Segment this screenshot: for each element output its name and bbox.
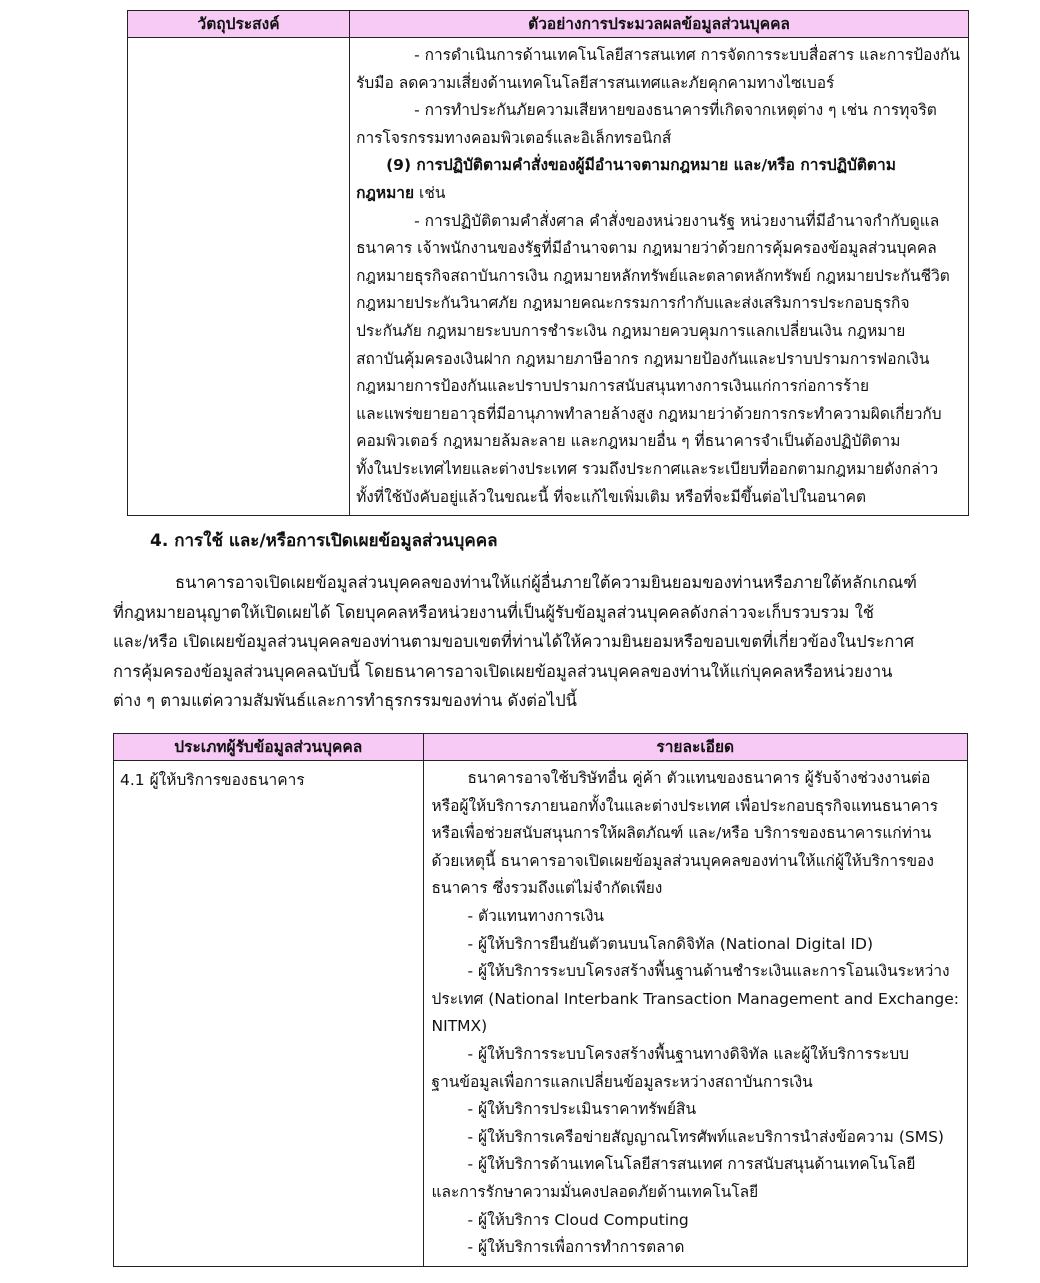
text-line-content: ฐานข้อมูลเพื่อการแลกเปลี่ยนข้อมูลระหว่างสถาบันการเงิน	[431, 1072, 813, 1091]
text-line-content: ธนาคาร เจ้าพนักงานของรัฐที่มีอำนาจตาม กฎหมายว่าด้วยการคุ้มครองข้อมูลส่วนบุคคล	[356, 239, 937, 258]
examples-cell	[350, 38, 969, 516]
text-line-content: - การดำเนินการด้านเทคโนโลยีสารสนเทศ การจัดการระบบสื่อสาร และการป้องกัน	[414, 46, 960, 64]
text-line	[432, 1207, 959, 1235]
text-line-content: ประเทศ (National Interbank Transaction Management and Exchange:	[431, 989, 959, 1008]
column-header-details: รายละเอียด	[423, 734, 967, 761]
paragraph-line: ที่กฎหมายอนุญาตให้เปิดเผยได้ โดยบุคคลหรือหน่วยงานที่เป็นผู้รับข้อมูลส่วนบุคคลดังกล่าวจะเก็บรวบรวม ใช้	[113, 602, 874, 622]
text-line	[432, 1041, 959, 1069]
text-line-content: - ผู้ให้บริการด้านเทคโนโลยีสารสนเทศ การสนับสนุนด้านเทคโนโลยี	[467, 1155, 916, 1174]
paragraph-line: และ/หรือ เปิดเผยข้อมูลส่วนบุคคลของท่านตามขอบเขตที่ท่านได้ให้ความยินยอมหรือขอบเขตที่เกี่ยวข้องในประกาศ	[113, 632, 915, 651]
text-line-content: - ผู้ให้บริการยืนยันตัวตนบนโลกดิจิทัล (National Digital ID)	[467, 934, 874, 953]
paragraph-line: การคุ้มครองข้อมูลส่วนบุคคลฉบับนี้ โดยธนาคารอาจเปิดเผยข้อมูลส่วนบุคคลของท่านให้แก่บุคคลหรือหน่วยงาน	[113, 661, 893, 681]
table-header-row	[128, 11, 969, 38]
text-line	[356, 346, 960, 374]
text-line-content: หรือผู้ให้บริการภายนอกทั้งในและต่างประเทศ เพื่อประกอบธุรกิจแทนธนาคาร	[431, 796, 939, 815]
text-line	[356, 180, 960, 208]
text-line	[432, 958, 959, 986]
text-line	[356, 401, 960, 429]
text-line-content: - ผู้ให้บริการ Cloud Computing	[467, 1210, 689, 1229]
text-line	[356, 428, 960, 456]
column-header-purpose: วัตถุประสงค์	[128, 11, 350, 38]
details-cell	[423, 761, 967, 1267]
text-line	[356, 456, 960, 484]
text-line	[432, 820, 959, 848]
text-line-content: หรือเพื่อช่วยสนับสนุนการให้ผลิตภัณฑ์ และ/หรือ บริการของธนาคารแก่ท่าน	[431, 824, 932, 843]
table-row	[114, 761, 968, 1267]
text-line-content: NITMX)	[431, 1017, 488, 1036]
table-row	[128, 38, 969, 516]
text-line	[356, 290, 960, 318]
text-line	[432, 986, 959, 1014]
text-line	[356, 97, 960, 125]
recipient-type-cell	[114, 761, 424, 1267]
examples-text	[356, 42, 960, 511]
text-line	[432, 1013, 959, 1041]
text-line	[432, 765, 959, 793]
column-header-recipient-type: ประเภทผู้รับข้อมูลส่วนบุคคล	[114, 734, 424, 761]
text-line-content: - ผู้ให้บริการระบบโครงสร้างพื้นฐานทางดิจิทัล และผู้ให้บริการระบบ	[467, 1044, 910, 1063]
text-line	[432, 931, 959, 959]
text-line-content: - ผู้ให้บริการเครือข่ายสัญญาณโทรศัพท์และบริการนำส่งข้อความ (SMS)	[467, 1127, 944, 1146]
text-line-content: - ตัวแทนทางการเงิน	[467, 906, 604, 925]
recipients-table	[113, 733, 968, 1267]
text-line-content: - ผู้ให้บริการเพื่อการทำการตลาด	[467, 1238, 685, 1257]
section-paragraph	[113, 568, 973, 716]
text-line-content: (9) การปฏิบัติตามคำสั่งของผู้มีอำนาจตามกฎหมาย และ/หรือ การปฏิบัติตาม	[386, 156, 896, 175]
text-line-content: ทั้งในประเทศไทยและต่างประเทศ รวมถึงประกาศและระเบียบที่ออกตามกฎหมายดังกล่าว	[356, 459, 939, 478]
text-line	[432, 1179, 959, 1207]
text-line-content: กฎหมายประกันวินาศภัย กฎหมายคณะกรรมการกำกับและส่งเสริมการประกอบธุรกิจ	[356, 294, 910, 313]
text-line-content: - การปฏิบัติตามคำสั่งศาล คำสั่งของหน่วยงานรัฐ หน่วยงานที่มีอำนาจกำกับดูแล	[414, 211, 940, 230]
text-line	[432, 1096, 959, 1124]
text-line-content: กฎหมายธุรกิจสถาบันการเงิน กฎหมายหลักทรัพย์และตลาดหลักทรัพย์ กฎหมายประกันชีวิต	[356, 266, 950, 285]
text-line-content: และการรักษาความมั่นคงปลอดภัยด้านเทคโนโลยี	[431, 1182, 759, 1201]
text-line	[356, 263, 960, 291]
text-line	[356, 70, 960, 98]
text-line	[356, 125, 960, 153]
purpose-cell	[128, 38, 350, 516]
text-line-content: กฎหมายการป้องกันและปราบปรามการสนับสนุนทางการเงินแก่การก่อการร้าย	[356, 377, 870, 396]
text-line	[432, 793, 959, 821]
table-header-row	[114, 734, 968, 761]
text-line-content: - การทำประกันภัยความเสียหายของธนาคารที่เกิดจากเหตุต่าง ๆ เช่น การทุจริต	[414, 101, 937, 120]
text-line-content: สถาบันคุ้มครองเงินฝาก กฎหมายภาษีอากร กฎหมายป้องกันและปราบปรามการฟอกเงิน	[356, 349, 930, 368]
text-line	[432, 875, 959, 903]
text-line-content: การโจรกรรมทางคอมพิวเตอร์และอิเล็กทรอนิกส์	[356, 128, 672, 147]
recipient-type-label: 4.1 ผู้ให้บริการของธนาคาร	[120, 771, 305, 789]
text-line	[356, 373, 960, 401]
text-line-content: คอมพิวเตอร์ กฎหมายล้มละลาย และกฎหมายอื่น ๆ ที่ธนาคารจำเป็นต้องปฏิบัติตาม	[356, 432, 901, 451]
text-line-content: รับมือ ลดความเสี่ยงด้านเทคโนโลยีสารสนเทศและภัยคุกคามทางไซเบอร์	[356, 73, 835, 92]
text-line	[356, 318, 960, 346]
column-header-examples: ตัวอย่างการประมวลผลข้อมูลส่วนบุคคล	[350, 11, 969, 38]
text-line	[356, 42, 960, 70]
text-line	[356, 484, 960, 512]
text-line-content: ด้วยเหตุนี้ ธนาคารอาจเปิดเผยข้อมูลส่วนบุคคลของท่านให้แก่ผู้ให้บริการของ	[431, 851, 934, 870]
paragraph-line: ธนาคารอาจเปิดเผยข้อมูลส่วนบุคคลของท่านให้แก่ผู้อื่นภายใต้ความยินยอมของท่านหรือภายใต้หลักเกณฑ์	[175, 573, 917, 592]
text-line-content: ประกันภัย กฎหมายระบบการชำระเงิน กฎหมายควบคุมการแลกเปลี่ยนเงิน กฎหมาย	[356, 321, 906, 340]
text-line-suffix: เช่น	[414, 183, 446, 202]
details-text	[432, 765, 959, 1262]
text-line	[432, 1234, 959, 1262]
text-line-content: ธนาคาร ซึ่งรวมถึงแต่ไม่จำกัดเพียง	[431, 879, 663, 898]
paragraph-line: ต่าง ๆ ตามแต่ความสัมพันธ์และการทำธุรกรรมของท่าน ดังต่อไปนี้	[113, 691, 577, 710]
text-line	[356, 235, 960, 263]
text-line	[432, 1151, 959, 1179]
text-line-content: กฎหมาย	[356, 183, 415, 202]
text-line-content: และแพร่ขยายอาวุธที่มีอานุภาพทำลายล้างสูง กฎหมายว่าด้วยการกระทำความผิดเกี่ยวกับ	[356, 404, 942, 423]
text-line	[432, 1124, 959, 1152]
text-line-content: - ผู้ให้บริการระบบโครงสร้างพื้นฐานด้านชำระเงินและการโอนเงินระหว่าง	[467, 962, 950, 981]
text-line	[432, 848, 959, 876]
text-line	[432, 903, 959, 931]
text-line-content: - ผู้ให้บริการประเมินราคาทรัพย์สิน	[467, 1100, 697, 1119]
section-heading: 4. การใช้ และ/หรือการเปิดเผยข้อมูลส่วนบุคคล	[150, 531, 498, 551]
text-line-content: ธนาคารอาจใช้บริษัทอื่น คู่ค้า ตัวแทนของธนาคาร ผู้รับจ้างช่วงงานต่อ	[467, 769, 931, 787]
text-line	[432, 1069, 959, 1097]
text-line-content: ทั้งที่ใช้บังคับอยู่แล้วในขณะนี้ ที่จะแก้ไขเพิ่มเติม หรือที่จะมีขึ้นต่อไปในอนาคต	[356, 487, 867, 506]
purposes-table	[127, 10, 969, 516]
text-line	[356, 208, 960, 236]
text-line	[356, 152, 960, 180]
